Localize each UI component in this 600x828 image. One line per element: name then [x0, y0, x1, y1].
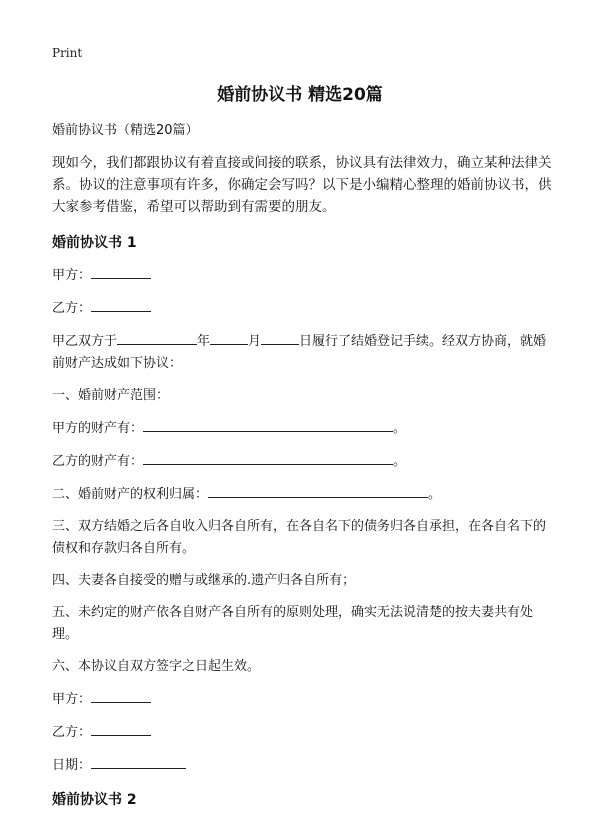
- party-b-property-period: 。: [393, 454, 407, 469]
- signature-date-blank: [91, 754, 186, 769]
- month-blank: [210, 330, 248, 345]
- day-blank: [261, 330, 299, 345]
- year-label: 年: [197, 334, 211, 349]
- signature-date-label: 日期：: [52, 758, 92, 773]
- party-a-property-period: 。: [393, 421, 407, 436]
- intro-paragraph: 现如今，我们都跟协议有着直接或间接的联系，协议具有法律效力，确立某种法律关系。协议的注意事项有许多，你确定会写吗？以下是小编精心整理的婚前协议书，供大家参考借鉴，希望可以帮助到有需要的朋友。: [52, 155, 552, 215]
- signature-party-a-line: [52, 688, 552, 711]
- party-b-property-line: [52, 450, 552, 473]
- clause-5: 五、未约定的财产依各自财产各自所有的原则处理，确实无法说清楚的按夫妻共有处理。: [52, 605, 534, 642]
- signature-party-b-label: 乙方：: [52, 725, 92, 740]
- party-a-label: 甲方：: [52, 268, 92, 283]
- document-subtitle: 婚前协议书（精选20篇）: [52, 123, 199, 138]
- clause-1: 一、婚前财产范围：: [52, 388, 170, 403]
- signature-party-a-blank: [91, 688, 151, 703]
- party-b-line: [52, 297, 552, 320]
- party-a-line: [52, 264, 552, 287]
- signature-party-a-label: 甲方：: [52, 692, 92, 707]
- month-label: 月: [248, 334, 262, 349]
- document-title: 婚前协议书 精选20篇: [217, 85, 383, 105]
- print-link[interactable]: Print: [52, 46, 83, 60]
- marriage-prefix: 甲乙双方于: [52, 334, 118, 349]
- year-blank: [117, 330, 197, 345]
- party-a-property-line: [52, 417, 552, 440]
- clause-2-period: 。: [428, 487, 442, 502]
- party-a-blank: [91, 264, 151, 279]
- marriage-registration-paragraph: [52, 330, 552, 375]
- party-b-label: 乙方：: [52, 301, 92, 316]
- signature-date-line: [52, 754, 552, 777]
- clause-2-blank: [208, 483, 428, 498]
- signature-party-b-blank: [91, 721, 151, 736]
- signature-party-b-line: [52, 721, 552, 744]
- clause-2-label: 二、婚前财产的权利归属：: [52, 487, 209, 502]
- clause-3: 三、双方结婚之后各自收入归各自所有，在各自名下的债务归各自承担，在各自名下的债权和存款归各自所有。: [52, 519, 547, 556]
- party-a-property-label: 甲方的财产有：: [52, 421, 144, 436]
- clause-6: 六、本协议自双方签字之日起生效。: [52, 659, 261, 674]
- party-a-property-blank: [143, 417, 393, 432]
- clause-2-line: [52, 483, 552, 506]
- section-heading-1: 婚前协议书 1: [52, 235, 137, 251]
- section-heading-2: 婚前协议书 2: [52, 792, 137, 808]
- document-body: [52, 120, 552, 811]
- party-b-property-label: 乙方的财产有：: [52, 454, 144, 469]
- party-b-property-blank: [143, 450, 393, 465]
- party-b-blank: [91, 297, 151, 312]
- clause-4: 四、夫妻各自接受的赠与或继承的.遗产归各自所有；: [52, 573, 356, 588]
- marriage-suffix: 日履行了结婚登记手续。经双方协商，就婚前财产达成如下协议：: [52, 334, 547, 371]
